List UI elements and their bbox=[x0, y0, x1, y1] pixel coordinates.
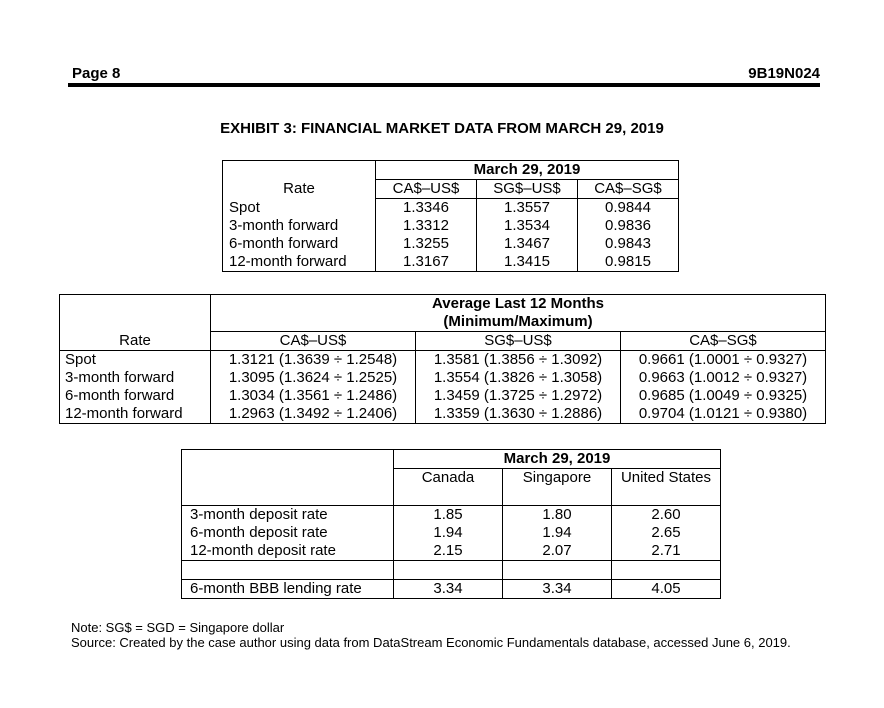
table1-cell: 1.3255 bbox=[376, 235, 477, 253]
table1-cell: 0.9844 bbox=[578, 199, 679, 218]
table2-cell: 1.3581 (1.3856 ÷ 1.3092) bbox=[416, 351, 621, 370]
table2-cell: 0.9704 (1.0121 ÷ 0.9380) bbox=[621, 405, 826, 424]
table2-row-label: 12-month forward bbox=[60, 405, 211, 424]
table3-group-header: March 29, 2019 bbox=[394, 450, 721, 469]
table3-row-label: 6-month BBB lending rate bbox=[182, 579, 394, 598]
table3-row-label: 12-month deposit rate bbox=[182, 542, 394, 561]
table1-rate-header: Rate bbox=[223, 180, 376, 199]
table-row bbox=[223, 217, 679, 235]
table3-row-label: 6-month deposit rate bbox=[182, 524, 394, 542]
table3-corner bbox=[182, 450, 394, 469]
table1-row-label: 3-month forward bbox=[223, 217, 376, 235]
exhibit-title: EXHIBIT 3: FINANCIAL MARKET DATA FROM MARCH 29, 2019 bbox=[220, 120, 664, 137]
table3-cell: 1.94 bbox=[394, 524, 503, 542]
table1-cell: 1.3312 bbox=[376, 217, 477, 235]
table-row bbox=[60, 351, 826, 370]
table-row bbox=[60, 387, 826, 405]
table1-cell: 0.9843 bbox=[578, 235, 679, 253]
table3-blank-label bbox=[182, 469, 394, 506]
table1-row-label: 6-month forward bbox=[223, 235, 376, 253]
table2-group-line1: Average Last 12 Months bbox=[432, 295, 604, 312]
average-12-months-table bbox=[59, 294, 826, 424]
table2-row-label: 3-month forward bbox=[60, 369, 211, 387]
table1-row-label: Spot bbox=[223, 199, 376, 218]
table3-cell: 2.65 bbox=[612, 524, 721, 542]
table2-cell: 1.2963 (1.3492 ÷ 1.2406) bbox=[211, 405, 416, 424]
table2-cell: 1.3459 (1.3725 ÷ 1.2972) bbox=[416, 387, 621, 405]
case-code: 9B19N024 bbox=[748, 65, 820, 82]
table3-cell: 1.94 bbox=[503, 524, 612, 542]
table-row bbox=[223, 253, 679, 272]
table-row bbox=[182, 579, 721, 598]
table1-cell: 1.3415 bbox=[477, 253, 578, 272]
table1-cell: 0.9836 bbox=[578, 217, 679, 235]
table3-spacer bbox=[394, 560, 503, 579]
interest-rates-table bbox=[181, 449, 721, 599]
table2-cell: 1.3095 (1.3624 ÷ 1.2525) bbox=[211, 369, 416, 387]
table3-spacer bbox=[612, 560, 721, 579]
table-row bbox=[182, 505, 721, 524]
table1-cell: 1.3534 bbox=[477, 217, 578, 235]
table3-cell: 3.34 bbox=[503, 579, 612, 598]
table-row bbox=[60, 405, 826, 424]
header-rule bbox=[68, 83, 820, 87]
table2-row-label: 6-month forward bbox=[60, 387, 211, 405]
table1-row-label: 12-month forward bbox=[223, 253, 376, 272]
table3-cell: 1.80 bbox=[503, 505, 612, 524]
table3-spacer bbox=[182, 560, 394, 579]
table1-cell: 1.3467 bbox=[477, 235, 578, 253]
table3-cell: 3.34 bbox=[394, 579, 503, 598]
table1-cell: 1.3557 bbox=[477, 199, 578, 218]
table3-cell: 4.05 bbox=[612, 579, 721, 598]
table2-group-line2: (Minimum/Maximum) bbox=[443, 313, 593, 330]
table1-group-header: March 29, 2019 bbox=[376, 161, 679, 180]
table1-col-header: SG$–US$ bbox=[477, 180, 578, 199]
table3-col-header: Canada bbox=[394, 469, 503, 506]
table2-corner bbox=[60, 295, 211, 332]
table3-col-header: United States bbox=[612, 469, 721, 506]
table1-corner bbox=[223, 161, 376, 180]
table2-cell: 1.3554 (1.3826 ÷ 1.3058) bbox=[416, 369, 621, 387]
table2-group-header bbox=[211, 295, 826, 332]
table3-cell: 1.85 bbox=[394, 505, 503, 524]
table3-cell: 2.15 bbox=[394, 542, 503, 561]
table1-cell: 1.3346 bbox=[376, 199, 477, 218]
table-row bbox=[182, 524, 721, 542]
table-row bbox=[223, 199, 679, 218]
table2-row-label: Spot bbox=[60, 351, 211, 370]
table3-col-header: Singapore bbox=[503, 469, 612, 506]
note-line: Note: SG$ = SGD = Singapore dollar bbox=[71, 620, 285, 635]
table3-spacer bbox=[503, 560, 612, 579]
page-number: Page 8 bbox=[72, 65, 121, 82]
table2-cell: 1.3034 (1.3561 ÷ 1.2486) bbox=[211, 387, 416, 405]
table3-cell: 2.60 bbox=[612, 505, 721, 524]
table3-row-label: 3-month deposit rate bbox=[182, 505, 394, 524]
table1-cell: 0.9815 bbox=[578, 253, 679, 272]
table3-cell: 2.07 bbox=[503, 542, 612, 561]
table3-cell: 2.71 bbox=[612, 542, 721, 561]
table1-col-header: CA$–SG$ bbox=[578, 180, 679, 199]
table2-cell: 0.9663 (1.0012 ÷ 0.9327) bbox=[621, 369, 826, 387]
source-line: Source: Created by the case author using data from DataStream Economic Fundamentals database, accessed June 6, 2019. bbox=[71, 635, 791, 650]
table2-cell: 1.3359 (1.3630 ÷ 1.2886) bbox=[416, 405, 621, 424]
table-row bbox=[60, 369, 826, 387]
table2-cell: 0.9661 (1.0001 ÷ 0.9327) bbox=[621, 351, 826, 370]
table2-col-header: CA$–SG$ bbox=[621, 332, 826, 351]
table1-col-header: CA$–US$ bbox=[376, 180, 477, 199]
table-row bbox=[182, 542, 721, 561]
table2-cell: 0.9685 (1.0049 ÷ 0.9325) bbox=[621, 387, 826, 405]
notes bbox=[71, 620, 791, 650]
table2-rate-header: Rate bbox=[60, 332, 211, 351]
table-row bbox=[223, 235, 679, 253]
table2-cell: 1.3121 (1.3639 ÷ 1.2548) bbox=[211, 351, 416, 370]
table2-col-header: SG$–US$ bbox=[416, 332, 621, 351]
table2-col-header: CA$–US$ bbox=[211, 332, 416, 351]
table1-cell: 1.3167 bbox=[376, 253, 477, 272]
spot-forward-rates-table bbox=[222, 160, 679, 272]
